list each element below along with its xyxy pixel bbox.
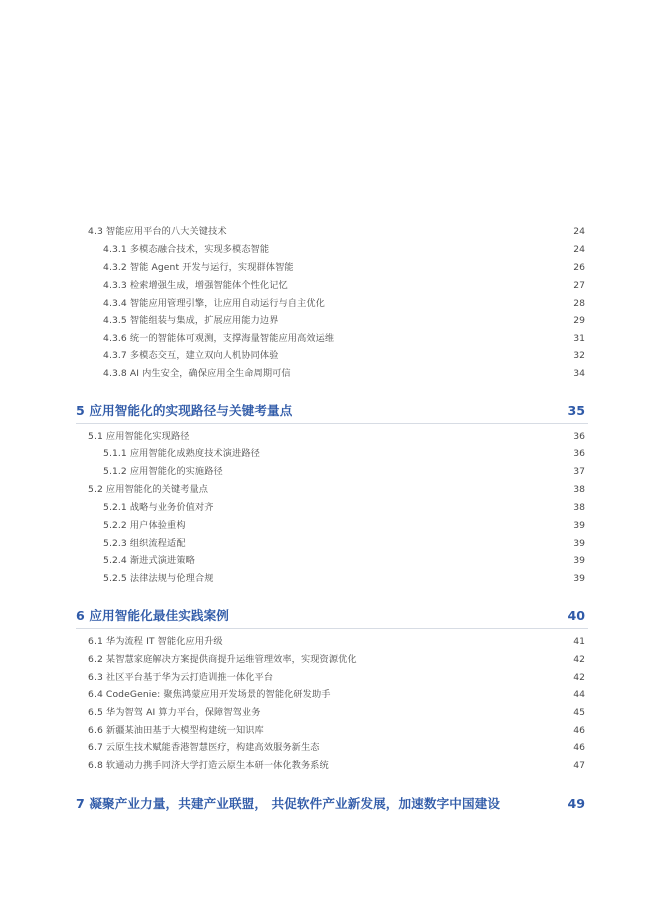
toc-entry-5-2-2[interactable]	[0, 517, 662, 535]
toc-entry-6-6[interactable]	[0, 722, 662, 740]
toc-entry-5-2-5[interactable]	[0, 570, 662, 588]
toc-page-number: 34	[573, 368, 585, 379]
toc-page-number: 42	[573, 672, 585, 683]
toc-page-number: 36	[573, 431, 585, 442]
toc-entry-4-3-3[interactable]	[0, 277, 662, 295]
toc-entry-label: 4.3.8 AI 内生安全，确保应用全生命周期可信	[103, 368, 291, 379]
toc-entry-6-7[interactable]	[0, 739, 662, 757]
chapter-divider	[76, 423, 588, 424]
toc-entry-6-5[interactable]	[0, 704, 662, 722]
toc-entry-5-2-1[interactable]	[0, 499, 662, 517]
toc-page-number: 31	[573, 333, 585, 344]
toc-entry-label: 6.6 新疆某油田基于大模型构建统一知识库	[88, 725, 264, 736]
toc-entry-4-3-2[interactable]	[0, 259, 662, 277]
toc-page-number: 37	[573, 466, 585, 477]
toc-entry-label: 4.3.6 统一的智能体可观测，支撑海量智能应用高效运维	[103, 333, 335, 344]
toc-entry-label: 5.1.1 应用智能化成熟度技术演进路径	[103, 448, 260, 459]
toc-page-number: 24	[573, 244, 585, 255]
toc-entry-4-3-4[interactable]	[0, 295, 662, 313]
toc-page-number: 44	[573, 689, 585, 700]
toc-entry-6-8[interactable]	[0, 757, 662, 775]
toc-page-number: 42	[573, 654, 585, 665]
toc-entry-4-3-6[interactable]	[0, 330, 662, 348]
toc-page-number: 39	[573, 573, 585, 584]
toc-page-number: 46	[573, 742, 585, 753]
toc-page-number: 39	[573, 555, 585, 566]
toc-page-number: 26	[573, 262, 585, 273]
toc-entry-label: 4.3.5 智能组装与集成，扩展应用能力边界	[103, 315, 279, 326]
toc-entry-label: 4.3 智能应用平台的八大关键技术	[88, 226, 227, 237]
toc-page-number: 28	[573, 298, 585, 309]
toc-entry-5-1-2[interactable]	[0, 463, 662, 481]
toc-page-number: 36	[573, 448, 585, 459]
toc-page-number: 49	[567, 796, 585, 811]
toc-entry-5-1-1[interactable]	[0, 445, 662, 463]
toc-entry-label: 4.3.3 检索增强生成，增强智能体个性化记忆	[103, 280, 288, 291]
toc-entry-label: 4.3.1 多模态融合技术，实现多模态智能	[103, 244, 270, 255]
toc-page-number: 38	[573, 484, 585, 495]
toc-entry-label: 6.4 CodeGenie: 聚焦鸿蒙应用开发场景的智能化研发助手	[88, 689, 331, 700]
toc-entry-label: 5.2.4 渐进式演进策略	[103, 555, 195, 566]
toc-entry-label: 4.3.4 智能应用管理引擎，让应用自动运行与自主优化	[103, 298, 325, 309]
toc-entry-5-2-3[interactable]	[0, 535, 662, 553]
toc-page-number: 39	[573, 538, 585, 549]
toc-entry-label: 6.1 华为流程 IT 智能化应用升级	[88, 636, 223, 647]
toc-chapter-label: 6 应用智能化最佳实践案例	[76, 608, 229, 623]
toc-page-number: 24	[573, 226, 585, 237]
chapter-divider	[76, 628, 588, 629]
toc-page-number: 27	[573, 280, 585, 291]
toc-entry-label: 6.7 云原生技术赋能香港智慧医疗，构建高效服务新生态	[88, 742, 320, 753]
toc-entry-label: 5.2 应用智能化的关键考量点	[88, 484, 209, 495]
toc-page-number: 47	[573, 760, 585, 771]
toc-entry-6-1[interactable]	[0, 633, 662, 651]
toc-page-number: 29	[573, 315, 585, 326]
toc-entry-6-2[interactable]	[0, 651, 662, 669]
toc-entry-label: 5.2.3 组织流程适配	[103, 538, 186, 549]
toc-chapter-6[interactable]	[0, 605, 662, 627]
toc-entry-4-3-8[interactable]	[0, 365, 662, 383]
toc-entry-4-3[interactable]	[0, 223, 662, 241]
toc-entry-5-2-4[interactable]	[0, 552, 662, 570]
toc-entry-4-3-7[interactable]	[0, 347, 662, 365]
toc-entry-4-3-5[interactable]	[0, 312, 662, 330]
toc-page-number: 46	[573, 725, 585, 736]
toc-entry-label: 6.2 某智慧家庭解决方案提供商提升运维管理效率，实现资源优化	[88, 654, 357, 665]
toc-entry-label: 6.8 软通动力携手同济大学打造云原生本研一体化教务系统	[88, 760, 329, 771]
toc-page-number: 32	[573, 350, 585, 361]
toc-chapter-label: 5 应用智能化的实现路径与关键考量点	[76, 403, 293, 418]
toc-entry-4-3-1[interactable]	[0, 241, 662, 259]
toc-entry-5-2[interactable]	[0, 481, 662, 499]
toc-entry-label: 4.3.2 智能 Agent 开发与运行，实现群体智能	[103, 262, 294, 273]
toc-page-number: 39	[573, 520, 585, 531]
toc-entry-label: 6.3 社区平台基于华为云打造训推一体化平台	[88, 672, 274, 683]
toc-entry-label: 6.5 华为智驾 AI 算力平台，保障智驾业务	[88, 707, 261, 718]
toc-page-number: 41	[573, 636, 585, 647]
toc-page-number: 35	[567, 403, 585, 418]
toc-page-number: 38	[573, 502, 585, 513]
toc-entry-label: 5.2.5 法律法规与伦理合规	[103, 573, 214, 584]
toc-chapter-5[interactable]	[0, 400, 662, 422]
toc-page-number: 40	[567, 608, 585, 623]
toc-entry-label: 5.2.2 用户体验重构	[103, 520, 186, 531]
toc-entry-6-3[interactable]	[0, 669, 662, 687]
toc-entry-label: 5.2.1 战略与业务价值对齐	[103, 502, 214, 513]
toc-entry-label: 5.1 应用智能化实现路径	[88, 431, 190, 442]
toc-entry-6-4[interactable]	[0, 686, 662, 704]
toc-entry-5-1[interactable]	[0, 428, 662, 446]
toc-chapter-7[interactable]	[0, 793, 662, 815]
toc-chapter-label: 7 凝聚产业力量，共建产业联盟， 共促软件产业新发展，加速数字中国建设	[76, 796, 501, 811]
toc-page-number: 45	[573, 707, 585, 718]
toc-entry-label: 5.1.2 应用智能化的实施路径	[103, 466, 223, 477]
toc-entry-label: 4.3.7 多模态交互，建立双向人机协同体验	[103, 350, 279, 361]
